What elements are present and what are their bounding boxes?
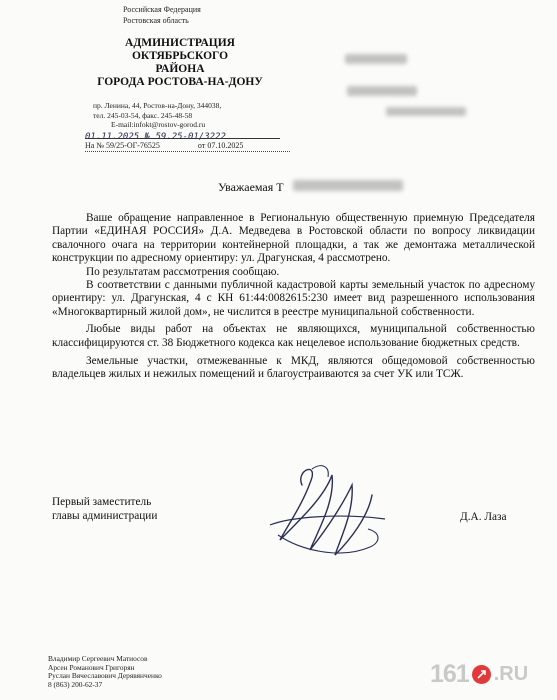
footer-line-3: Руслан Вячеславович Дерявянченко bbox=[48, 671, 162, 681]
greeting-text: Уважаемая Т bbox=[218, 180, 284, 194]
paragraph-2: По результатам рассмотрения сообщаю. bbox=[86, 265, 280, 278]
paragraph-5: Земельные участки, отмежеванные к МКД, являются общедомовой собственностью владельцев жилых и нежилых помещений и благоустраиваются за счет УК или ТСЖ. bbox=[52, 355, 535, 381]
greeting bbox=[218, 180, 284, 195]
reply-reference bbox=[85, 141, 295, 151]
org-name bbox=[60, 37, 300, 89]
redacted-recipient-1 bbox=[345, 54, 407, 64]
letterhead-region: Ростовская область bbox=[123, 16, 189, 25]
watermark-pin-icon bbox=[472, 665, 491, 684]
footer-line-2: Арсен Романович Григорян bbox=[48, 662, 135, 672]
paragraph-3: В соответствии с данными публичной кадастровой карты земельный участок по адресному ориентиру: ул. Драгунская, 4 с КН 61:44:0082615:230 имеет вид разрешенного использования «Многоквартирный жилой дом», не числится в реестре муниципальной собственности. bbox=[52, 279, 535, 318]
paragraph-1: Ваше обращение направленное в Региональную общественную приемную Председателя Партии «ЕДИНАЯ РОССИЯ» Д.А. Медведева в Ростовской области по вопросу ликвидации свалочного очага на территории контейнерной площадки, а так же демонтажа металлической конструкции по адресному ориентиру: ул. Драгунская, 4 рассмотрено. bbox=[52, 212, 535, 265]
reply-ref-date: от 07.10.2025 bbox=[197, 141, 244, 150]
address-line-2: тел. 245-03-54, факс. 245-48-58 bbox=[93, 110, 193, 120]
watermark-logo bbox=[430, 660, 528, 689]
redacted-recipient-2 bbox=[347, 86, 417, 96]
signatory-title bbox=[52, 495, 222, 523]
footer-contacts bbox=[48, 655, 248, 689]
paragraph-4: Любые виды работ на объектах не являющихся, муниципальной собственностью классифицируются ст. 38 Бюджетного кодекса как нецелевое использование бюджетных средств. bbox=[52, 323, 535, 349]
redacted-recipient-name bbox=[293, 180, 403, 191]
org-line-4: ГОРОДА РОСТОВА-НА-ДОНУ bbox=[97, 76, 263, 88]
letter-body bbox=[52, 212, 535, 382]
reply-underline bbox=[85, 151, 290, 152]
email-line: E-mail:infokt@rostov-gorod.ru bbox=[111, 120, 206, 129]
letterhead-country: Российская Федерация bbox=[123, 5, 201, 14]
outgoing-number bbox=[85, 126, 285, 140]
org-line-3: РАЙОНА bbox=[155, 63, 205, 75]
redacted-recipient-3 bbox=[386, 107, 466, 116]
handwritten-signature bbox=[250, 455, 395, 570]
org-line-1: АДМИНИСТРАЦИЯ bbox=[125, 37, 235, 49]
address-line-1: пр. Ленина, 44, Ростов-на-Дону, 344038, bbox=[93, 101, 222, 110]
outgoing-number-text: 01.11.2025 № 59.25-01/3222 bbox=[85, 132, 226, 142]
footer-line-4: 8 (863) 200-62-37 bbox=[48, 679, 103, 689]
signatory-title-line-2: главы администрации bbox=[52, 510, 158, 522]
outgoing-underline bbox=[85, 138, 280, 139]
watermark-domain: .RU bbox=[493, 663, 529, 685]
signatory-title-line-1: Первый заместитель bbox=[52, 496, 152, 508]
org-line-2: ОКТЯБРЬСКОГО bbox=[131, 50, 229, 62]
watermark-number: 161 bbox=[430, 660, 469, 688]
footer-line-1: Владимир Сергеевич Матиосов bbox=[48, 654, 148, 663]
signatory-name: Д.А. Лаза bbox=[460, 511, 507, 523]
reply-ref-number: На № 59/25-ОГ-76525 bbox=[85, 141, 160, 150]
